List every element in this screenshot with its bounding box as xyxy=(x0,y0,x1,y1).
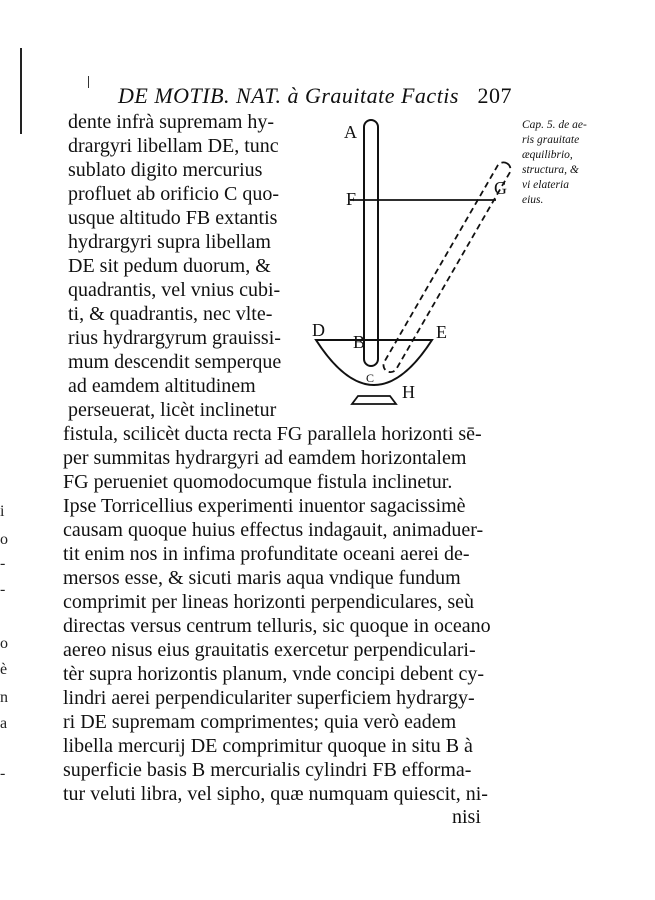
label-d: D xyxy=(312,320,325,340)
running-head xyxy=(118,83,518,109)
label-e: E xyxy=(436,322,447,342)
text-line: libella mercurij DE comprimitur quoque in situ B à xyxy=(63,735,473,757)
text-line: tit enim nos in infima profunditate oceani aerei de- xyxy=(63,543,470,565)
text-line: per summitas hydrargyri ad eamdem horizontalem xyxy=(63,447,467,469)
margin-note-line: eius. xyxy=(522,194,544,206)
gutter-letter: o xyxy=(0,635,8,652)
text-line: mum descendit semperque xyxy=(68,351,282,373)
gutter-letter: - xyxy=(0,765,6,782)
text-line: hydrargyri supra libellam xyxy=(68,231,271,253)
text-line: comprimit per lineas horizonti perpendiculares, seù xyxy=(63,591,474,613)
margin-note-line: vi elateria xyxy=(522,179,569,191)
torricelli-figure xyxy=(308,112,528,412)
label-h: H xyxy=(402,382,415,402)
margin-note xyxy=(522,118,642,208)
text-line: fistula, scilicèt ducta recta FG parallela horizonti sē- xyxy=(63,423,482,445)
text-line: rius hydrargyrum grauissi- xyxy=(68,327,281,349)
page-number: 207 xyxy=(477,83,512,108)
label-a: A xyxy=(344,122,357,142)
label-g: G xyxy=(494,178,507,198)
page-edge-rule xyxy=(20,48,22,134)
label-f: F xyxy=(346,189,357,209)
gutter-letter: a xyxy=(0,715,8,732)
text-line: tur veluti libra, vel sipho, quæ numquam quiescit, ni- xyxy=(63,783,488,805)
gutter-letter: è xyxy=(0,661,8,678)
margin-note-line: structura, & xyxy=(522,164,579,176)
text-line: perseuerat, licèt inclinetur xyxy=(68,399,277,421)
text-line: Ipse Torricellius experimenti inuentor sagacissimè xyxy=(63,495,466,517)
text-line: ri DE supremam comprimentes; quia verò eadem xyxy=(63,711,457,733)
text-line: ti, & quadrantis, nec vlte- xyxy=(68,303,273,325)
text-line: causam quoque huius effectus indagauit, animaduer- xyxy=(63,519,484,541)
text-line: quadrantis, vel vnius cubi- xyxy=(68,279,281,301)
catchword: nisi xyxy=(452,806,481,828)
text-line: ad eamdem altitudinem xyxy=(68,375,256,397)
text-line: dente infrà supremam hy- xyxy=(68,111,275,133)
text-line: sublato digito mercurius xyxy=(68,159,263,181)
label-c: C xyxy=(366,371,375,385)
gutter-letter: - xyxy=(0,555,6,572)
margin-note-line: æquilibrio, xyxy=(522,149,573,161)
text-line: lindri aerei perpendiculariter superficiem hydrargy- xyxy=(63,687,475,709)
text-line: aereo nisus eius grauitatis exercetur perpendiculari- xyxy=(63,639,476,661)
text-line: DE sit pedum duorum, & xyxy=(68,255,271,277)
text-line: tèr supra horizontis planum, vnde concipi debent cy- xyxy=(63,663,484,685)
gutter-letter: n xyxy=(0,689,8,706)
text-line: superficie basis B mercurialis cylindri FB efforma- xyxy=(63,759,472,781)
bowl-stand xyxy=(352,396,396,404)
text-line: usque altitudo FB extantis xyxy=(68,207,278,229)
text-line: mersos esse, & sicuti maris aqua vndique fundum xyxy=(63,567,461,589)
gutter-letter: o xyxy=(0,531,8,548)
text-line: directas versus centrum telluris, sic quoque in oceano xyxy=(63,615,491,637)
text-line: drargyri libellam DE, tunc xyxy=(68,135,279,157)
running-head-title: DE MOTIB. NAT. à Grauitate Factis xyxy=(118,83,459,108)
margin-note-line: Cap. 5. de ae- xyxy=(522,119,587,131)
gutter-letter: - xyxy=(0,581,6,598)
text-line: profluet ab orificio C quo- xyxy=(68,183,280,205)
margin-tick xyxy=(88,76,89,88)
upright-tube xyxy=(364,120,378,366)
label-b: B xyxy=(353,332,366,352)
text-line: FG perueniet quomodocumque fistula inclinetur. xyxy=(63,471,453,493)
gutter-letter: i xyxy=(0,503,5,520)
margin-note-line: ris grauitate xyxy=(522,134,580,146)
